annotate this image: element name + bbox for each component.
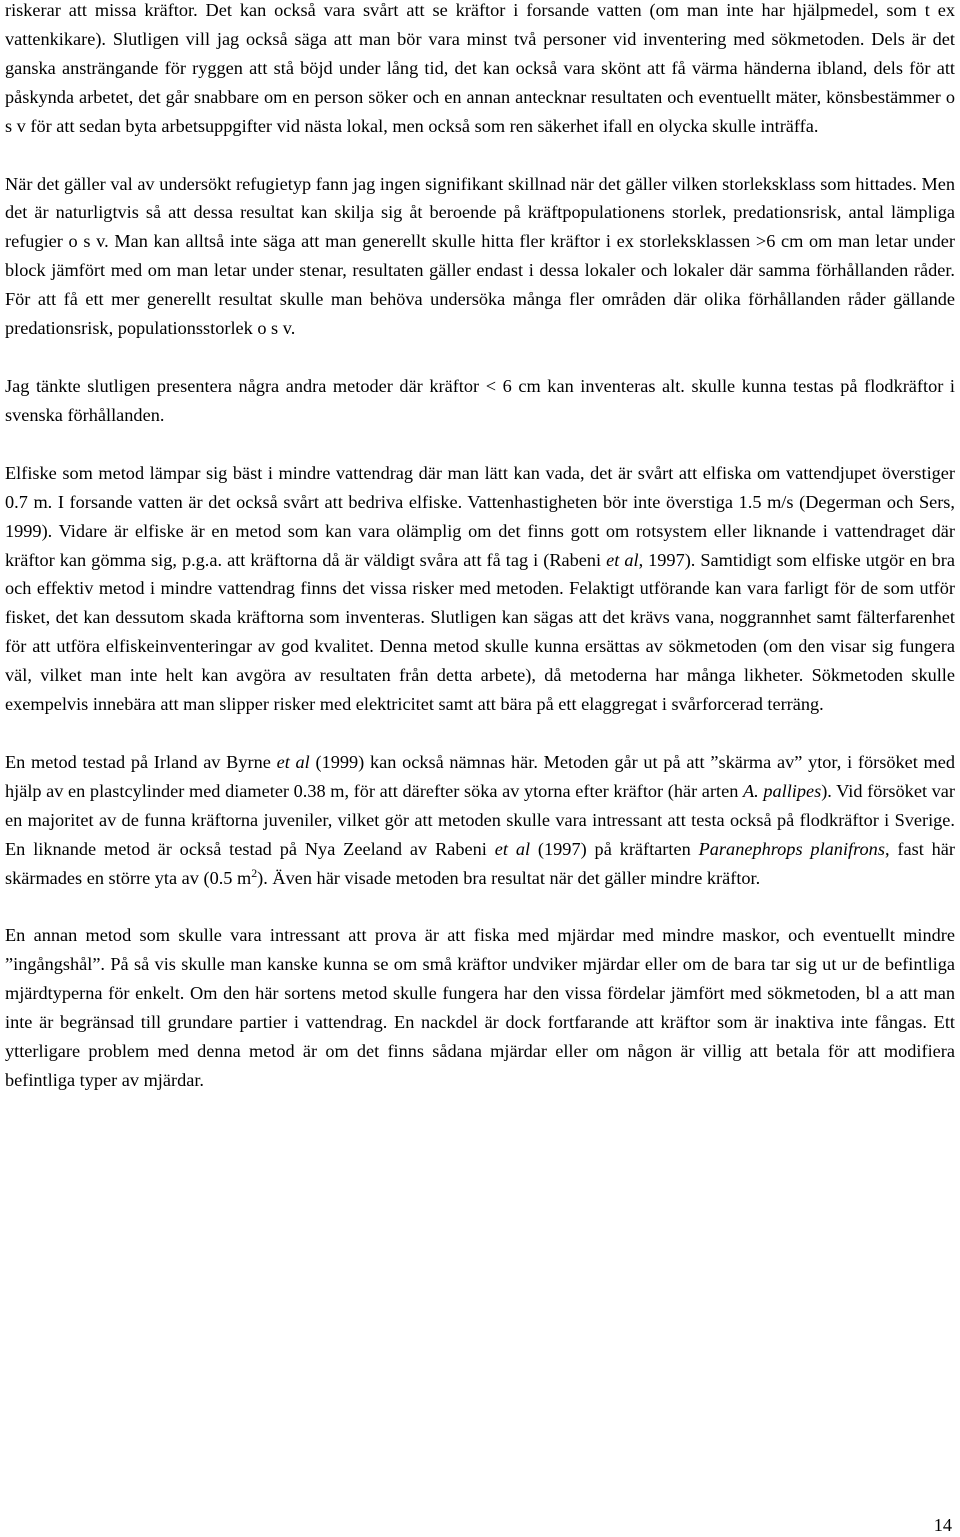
text-run: (1997) på kräftarten [530,838,699,859]
paragraph [5,459,955,719]
document-page [5,0,955,1124]
text-run: Jag tänkte slutligen presentera några andra metoder där kräftor < 6 cm kan inventeras alt. skulle kunna testas på flodkräftor i svenska förhållanden. [5,375,955,425]
text-run: ). Vid försöket var en majoritet av de funna kräftorna juveniler, vilket gör att metoden skulle vara intressant att testa också på flodkräftor i Sverige. En liknande metod är också testad på Nya Zeeland av Rabeni [5,780,955,859]
text-run: riskerar att missa kräftor. Det kan också vara svårt att se kräftor i forsande vatten (om man inte har hjälpmedel, som t ex vattenkikare). Slutligen vill jag också säga att man bör vara minst två personer vid inventering med sökmetoden. Dels är det ganska ansträngande för ryggen att stå böjd under lång tid, det kan också vara skönt att få värma händerna ibland, dels för att påskynda arbetet, det går snabbare om en person söker och en annan antecknar resultaten och eventuellt mäter, könsbestämmer o s v för att sedan byta arbetsuppgifter vid nästa lokal, men också som ren säkerhet ifall en olycka skulle inträffa. [5,0,955,136]
text-run: ). Även här visade metoden bra resultat när det gäller mindre kräftor. [257,867,761,888]
paragraph [5,748,955,893]
superscript-run: 2 [251,865,258,880]
text-run: (1999) kan också nämnas här. Metoden går ut på att ”skärma av” ytor, i försöket med hjälp av en plastcylinder med diameter 0.38 m, för att därefter söka av ytorna efter kräftor (här arten [5,751,956,801]
text-run: En metod testad på Irland av Byrne [5,751,277,772]
text-run: Elfiske som metod lämpar sig bäst i mindre vattendrag där man lätt kan vada, det är svårt att elfiska om vattendjupet överstiger 0.7 m. I forsande vatten är det också svårt att bedriva elfiske. Vattenhastigheten bör inte överstiga 1.5 m/s (Degerman och Sers, 1999). Vidare är elfiske är en metod som kan vara olämplig om det finns gott om rotsystem eller liknande i vattendraget där kräftor kan gömma sig, p.g.a. att kräftorna då är väldigt svåra att få tag i (Rabeni [5,462,955,570]
italic-run: et al [494,838,531,859]
text-run: En annan metod som skulle vara intressant att prova är att fiska med mjärdar med mindre maskor, och eventuellt mindre ”ingångshål”. På så vis skulle man kanske kunna se om små kräftor undviker mjärdar eller om de bara tar sig ut ur de befintliga mjärdtyperna för enkelt. Om den här sortens metod skulle fungera har den vissa fördelar jämfört med sökmetoden, bl a att man inte är begränsad till grundare partier i vattendrag. En nackdel är dock fortfarande att kräftor som är inaktiva inte fångas. Ett ytterligare problem med denna metod är om det finns sådana mjärdar eller om någon är villig att betala för att modifiera befintliga typer av mjärdar. [5,925,955,1090]
paragraph [5,372,955,430]
paragraph [5,170,955,343]
page-number: 14 [933,1515,952,1535]
body-text [5,0,955,1095]
italic-run: A. pallipes [742,780,822,801]
paragraph [5,0,955,141]
paragraph [5,921,955,1094]
italic-run: et al [276,751,310,772]
italic-run: Paranephrops planifrons [698,838,885,859]
italic-run: et al [606,549,639,570]
text-run: , fast här skärmades en större yta av (0.5 m [5,838,956,888]
text-run: , 1997). Samtidigt som elfiske utgör en bra och effektiv metod i mindre vattendrag finns det vissa risker med metoden. Felaktigt utförande kan vara farligt för de som utför fisket, det kan dessutom skada kräftorna som inventeras. Slutligen kan sägas att det krävs vana, noggrannhet samt fälterfarenhet för att utföra elfiskeinventeringar av god kvalitet. Denna metod skulle kunna ersättas av sökmetoden (om den visar sig fungera väl, vilket man inte helt kan avgöra av resultaten från detta arbete), då metoderna har många likheter. Sökmetoden skulle exempelvis innebära att man slipper risker med elektricitet samt att bära på ett elaggregat i svårforcerad terräng. [5,549,955,715]
text-run: När det gäller val av undersökt refugietyp fann jag ingen signifikant skillnad när det gäller vilken storleksklass som hittades. Men det är naturligtvis så att dessa resultat kan skilja sig åt beroende på kräftpopulationens storlek, predationsrisk, antal lämpliga refugier o s v. Man kan alltså inte säga att man generellt skulle hitta fler kräftor i ex storleksklassen >6 cm om man letar under block jämfört med om man letar under stenar, resultaten gäller endast i dessa lokaler och lokaler där samma förhållanden råder. För att få ett mer generellt resultat skulle man behöva undersöka många fler områden där olika förhållanden råder gällande predationsrisk, populationsstorlek o s v. [5,173,955,339]
